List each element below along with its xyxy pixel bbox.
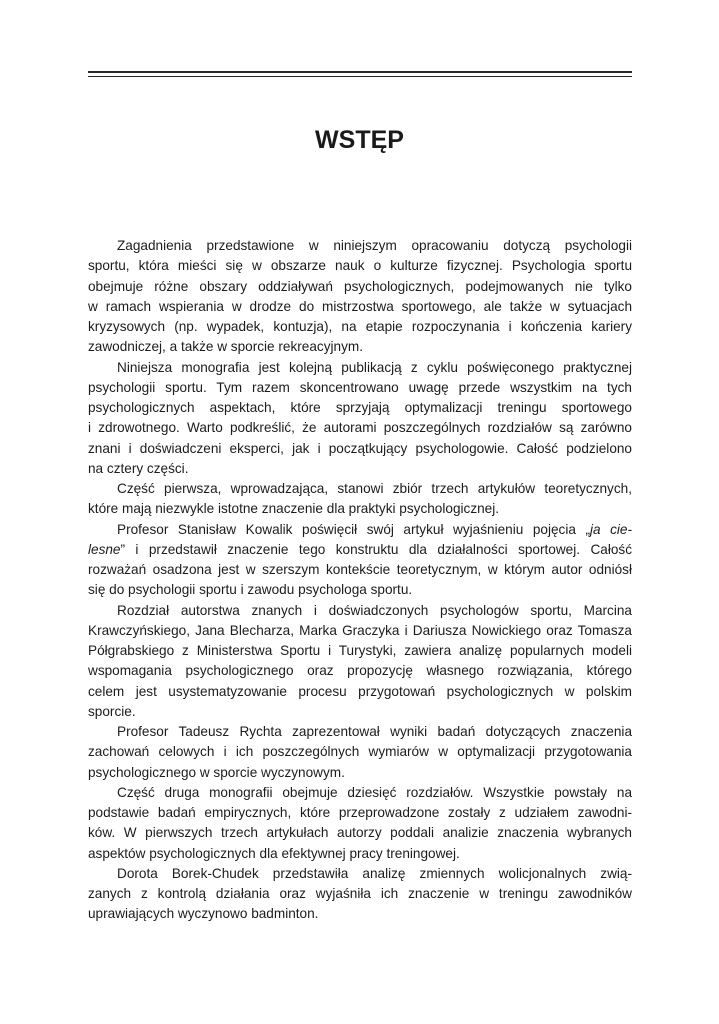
paragraph	[88, 722, 632, 783]
paragraph	[88, 783, 632, 864]
text-line: psychologicznych aspektach, które sprzyjają optymalizacji treningu sportowego	[88, 400, 632, 415]
italic-term: lesne	[88, 541, 121, 557]
text-line: na cztery części.	[88, 460, 189, 476]
text-line: celem jest usystematyzowanie procesu przygotowań psychologicznych w polskim	[88, 683, 632, 699]
text-line: się do psychologii sportu i zawodu psychologa sportu.	[88, 582, 413, 598]
chapter-title: WSTĘP	[315, 126, 404, 154]
text-line: Profesor Tadeusz Rychta zaprezentował wyniki badań dotyczących znaczenia	[117, 724, 632, 739]
text-line: kryzysowych (np. wypadek, kontuzja), na etapie rozpoczynania i kończenia kariery	[88, 319, 632, 334]
text-line: obejmuje różne obszary oddziaływań psychologicznych, podejmowanych nie tylko	[88, 278, 632, 294]
text-segment: Profesor Stanisław Kowalik poświęcił swój artykuł wyjaśnieniu pojęcia „	[117, 521, 590, 537]
text-line: sporcie.	[88, 703, 136, 719]
text-line: aspektów psychologicznych dla efektywnej pracy treningowej.	[88, 845, 460, 861]
paragraph	[88, 236, 632, 358]
text-line: ków. W pierwszych trzech artykułach autorzy poddali analizie znaczenia wybranych	[88, 825, 632, 841]
text-line: Półgrabskiego z Ministerstwa Sportu i Turystyki, zawiera analizę popularnych modeli	[88, 643, 632, 658]
text-line: Rozdział autorstwa znanych i doświadczonych psychologów sportu, Marcina	[117, 602, 632, 618]
text-line: znani i doświadczeni eksperci, jak i początkujący psychologowie. Całość podzielono	[88, 440, 632, 456]
paragraph	[88, 601, 632, 723]
text-line: Część druga monografii obejmuje dziesięć rozdziałów. Wszystkie powstały na	[117, 784, 632, 800]
text-line: podstawie badań empirycznych, które przeprowadzone zostały z udziałem zawodni-	[88, 805, 632, 820]
header-rule-thick	[88, 71, 632, 73]
text-line: Część pierwsza, wprowadzająca, stanowi zbiór trzech artykułów teoretycznych,	[117, 481, 632, 496]
text-line: sportu, która mieści się w obszarze nauk o kulturze fizycznej. Psychologia sportu	[88, 258, 632, 274]
body-text	[88, 236, 632, 925]
text-line: wspomagania psychologicznego oraz propozycję własnego rozwiązania, którego	[88, 663, 632, 679]
italic-term: ja cie-	[589, 521, 632, 537]
text-line	[88, 520, 632, 540]
text-line: które mają niezwykle istotne znaczenie dla praktyki psychologicznej.	[88, 501, 500, 517]
paragraph	[88, 520, 632, 601]
text-line: Zagadnienia przedstawione w niniejszym opracowaniu dotyczą psychologii	[117, 238, 632, 253]
text-line: rozważań osadzona jest w szerszym kontekście teoretycznym, w którym autor odniósł	[88, 562, 632, 577]
text-line: Krawczyńskiego, Jana Blecharza, Marka Graczyka i Dariusza Nowickiego oraz Tomasza	[88, 622, 632, 638]
text-line: zawodniczej, a także w sporcie rekreacyjnym.	[88, 339, 364, 355]
text-line	[88, 540, 632, 560]
text-line: w ramach wspierania w drodze do mistrzostwa sportowego, ale także w sytuacjach	[88, 298, 632, 314]
paragraph	[88, 864, 632, 925]
text-line: uprawiających wyczynowo badminton.	[88, 906, 319, 922]
text-segment: ” i przedstawił znaczenie tego konstruktu dla działalności sportowej. Całość	[120, 541, 632, 557]
paragraph	[88, 479, 632, 520]
text-line: i zdrowotnego. Warto podkreślić, że autorami poszczególnych rozdziałów są zarówno	[88, 420, 632, 436]
text-line: zachowań celowych i ich poszczególnych wymiarów w optymalizacji przygotowania	[88, 744, 632, 760]
text-line: zanych z kontrolą działania oraz wyjaśniła ich znaczenie w treningu zawodników	[88, 886, 632, 901]
text-line: Dorota Borek-Chudek przedstawiła analizę zmiennych wolicjonalnych zwią-	[117, 865, 632, 881]
text-line: psychologicznego w sporcie wyczynowym.	[88, 764, 345, 780]
paragraph	[88, 358, 632, 480]
text-line: Niniejsza monografia jest kolejną publikacją z cyklu poświęconego praktycznej	[117, 359, 632, 375]
text-line: psychologii sportu. Tym razem skoncentrowano uwagę przede wszystkim na tych	[88, 379, 632, 395]
header-rule-thin	[88, 76, 632, 77]
